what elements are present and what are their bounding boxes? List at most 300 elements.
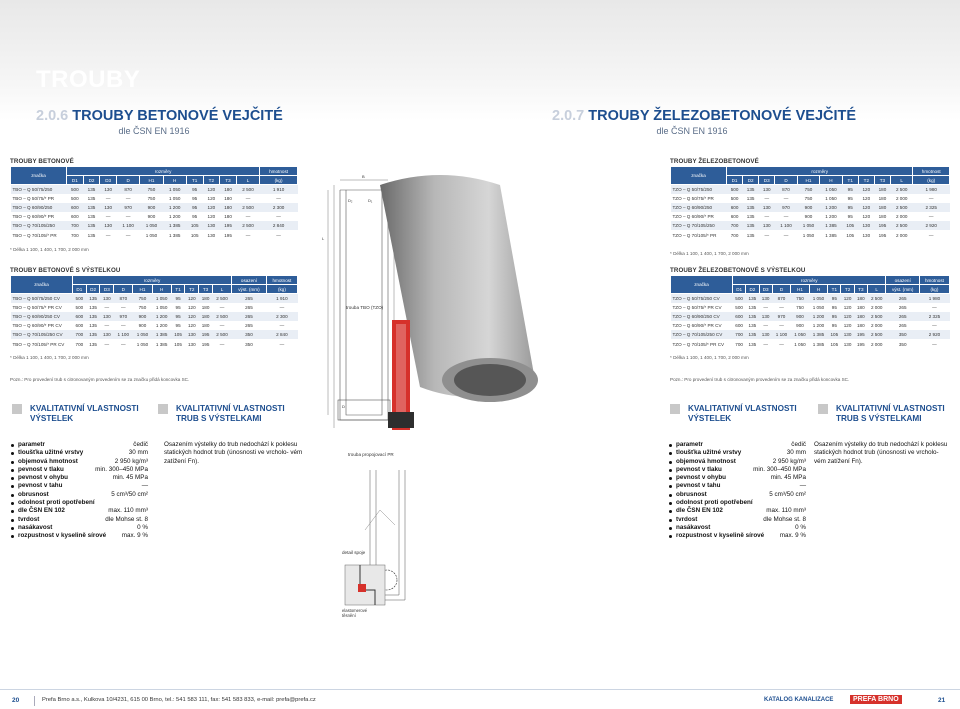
table-cell: — [759, 303, 772, 312]
th-hmotnost: hmotnost [266, 276, 297, 285]
property-name: dle ČSN EN 102 [676, 507, 723, 515]
table-tbo-cv [10, 275, 298, 349]
table-cell: 180 [874, 203, 890, 212]
table-cell: 135 [83, 185, 100, 194]
table-cell: 95 [842, 185, 858, 194]
th-col: D1 [727, 176, 743, 185]
table-cell: 1 385 [820, 221, 842, 230]
cell-znacka: TBO – Q 70/105/250 CV [11, 330, 73, 339]
property-value: dle Mohse st. 8 [763, 515, 806, 523]
property-name: dle ČSN EN 102 [18, 507, 65, 515]
cell-znacka: TBO – Q 60/90/250 CV [11, 312, 73, 321]
table-caption: TROUBY ŽELEZOBETONOVÉ S VÝSTELKOU [670, 267, 806, 274]
table-cell: 95 [186, 212, 203, 221]
property-name: parametr [18, 441, 45, 448]
pr-label: trouba propojovací PR [348, 452, 394, 457]
section-number: 2.0.6 [36, 108, 69, 124]
property-row [10, 466, 148, 474]
table-cell: 1 980 [919, 294, 949, 303]
table-cell: 500 [727, 185, 743, 194]
property-value: 5 cm³/50 cm² [769, 490, 806, 498]
table-cell: 2 920 [913, 221, 950, 230]
footer-company: Prefa Brno a.s., Kulkova 10/4231, 615 00 Brno, tel.: 541 583 111, fax: 541 583 833, e-mail: prefa@prefa.cz [42, 697, 316, 703]
table-cell: 2 000 [867, 321, 885, 330]
table-cell: 500 [67, 185, 84, 194]
th-col: T2 [185, 285, 199, 294]
table-cell: 900 [791, 321, 809, 330]
th-col: D3 [759, 176, 775, 185]
table-cell: 900 [797, 212, 819, 221]
table-cell: 2 500 [867, 330, 885, 339]
table-cell: 265 [232, 303, 267, 312]
table-cell: 350 [232, 330, 267, 339]
th-col: D [775, 176, 797, 185]
th-col: výst. (mm) [232, 285, 267, 294]
table-cell: 180 [199, 294, 213, 303]
table-cell: — [212, 321, 231, 330]
table-cell: 130 [841, 330, 854, 339]
table-row [11, 212, 298, 221]
table-cell: 95 [828, 303, 841, 312]
th-hmotnost: hmotnost [260, 167, 298, 176]
table-cell: 135 [743, 212, 759, 221]
property-row [10, 482, 148, 490]
property-row [668, 524, 806, 532]
table-cell: — [212, 303, 231, 312]
th-hmotnost: hmotnost [913, 167, 950, 176]
table-cell: 135 [746, 312, 759, 321]
table-cell: 2 500 [212, 330, 231, 339]
th-col: H [163, 176, 186, 185]
table-cell: 135 [743, 221, 759, 230]
quality-square [12, 404, 22, 414]
table-cell: 135 [83, 203, 100, 212]
table-cell: 1 050 [791, 339, 809, 348]
table-cell: 180 [854, 303, 867, 312]
table-cell: 195 [220, 221, 237, 230]
property-value: max. 9 % [779, 532, 806, 540]
table-cell: 135 [86, 330, 100, 339]
table-cell: 265 [232, 321, 267, 330]
th-col: T1 [828, 285, 841, 294]
cell-znacka: TBO – Q 60/90/250 [11, 203, 67, 212]
th-col: D [114, 285, 133, 294]
table-cell: 105 [186, 230, 203, 239]
table-cell: 120 [203, 194, 220, 203]
table-cell: 700 [733, 330, 746, 339]
tube-render [340, 155, 565, 430]
table-cell: 265 [886, 312, 919, 321]
th-col: T3 [854, 285, 867, 294]
table-cell: 2 000 [890, 194, 912, 203]
table-cell: — [114, 321, 133, 330]
table-cell: 1 385 [809, 330, 827, 339]
property-value: max. 9 % [121, 532, 148, 540]
property-name: nasákavost [18, 523, 53, 531]
table-cell: 970 [117, 203, 140, 212]
section-number: 2.0.7 [552, 108, 585, 124]
table-cell: 135 [86, 312, 100, 321]
table-cell: 120 [858, 212, 874, 221]
table-cell: 1 385 [820, 230, 842, 239]
table-cell: 700 [733, 339, 746, 348]
table-cell: 95 [186, 185, 203, 194]
table-cell: 135 [86, 294, 100, 303]
table-cell: 130 [203, 221, 220, 230]
th-osazeni: osazení [886, 276, 919, 285]
table-cell: 135 [83, 212, 100, 221]
table-cell: — [114, 339, 133, 348]
table-cell: 750 [133, 303, 152, 312]
table-cell: 135 [746, 321, 759, 330]
page-number-right: 21 [938, 697, 946, 704]
table-cell: 130 [759, 330, 772, 339]
table-cell: 1 050 [140, 230, 163, 239]
th-col: D [117, 176, 140, 185]
property-name: rozpustnost v kyselině sírové [18, 532, 107, 540]
table-cell: 2 840 [260, 221, 298, 230]
cell-znacka: TZO – Q 50/75/250 [671, 185, 727, 194]
table-cell: — [775, 194, 797, 203]
table-cell: 130 [759, 312, 772, 321]
table-cell: 130 [759, 203, 775, 212]
th-col: T3 [874, 176, 890, 185]
th-col: D2 [743, 176, 759, 185]
table-cell: 135 [746, 330, 759, 339]
cell-znacka: TZO – Q 70/105/250 [671, 221, 727, 230]
page-number-left: 20 [12, 697, 20, 704]
table-cell: 1 385 [163, 221, 186, 230]
table-cell: 500 [73, 294, 87, 303]
table-cell: 195 [854, 330, 867, 339]
table-cell: 900 [140, 203, 163, 212]
table-cell: 95 [171, 294, 185, 303]
th-col: H1 [791, 285, 809, 294]
table-cell: 2 000 [867, 339, 885, 348]
table-caption: TROUBY ŽELEZOBETONOVÉ [670, 158, 759, 165]
table-cell: 750 [791, 303, 809, 312]
table-cell: 2 500 [212, 312, 231, 321]
table-cell: 95 [171, 312, 185, 321]
table-cell: — [266, 339, 297, 348]
th-col: D2 [83, 176, 100, 185]
table-cell: — [114, 303, 133, 312]
table-cell: 120 [858, 185, 874, 194]
table-row [11, 194, 298, 203]
quality-text-right: Osazením výstelky do trub nedochází k poklesu statických hodnot trub (únosnosti ve vrcholo- vém zatížení Fn). [814, 441, 948, 465]
cell-znacka: TZO – Q 60/90/* PR [671, 212, 727, 221]
table-cell: — [772, 339, 790, 348]
table-cell: 1 385 [163, 230, 186, 239]
table-cell: 95 [171, 321, 185, 330]
th-rozmery: rozměry [727, 167, 913, 176]
cell-znacka: TBO – Q 50/75/* PR CV [11, 303, 73, 312]
property-name: objemová hmotnost [18, 457, 78, 465]
table-cell: 1 050 [163, 194, 186, 203]
cell-znacka: TZO – Q 60/90/250 [671, 203, 727, 212]
table-tzo-cv [670, 275, 950, 349]
table-cell: 870 [772, 294, 790, 303]
table-cell: 900 [140, 212, 163, 221]
cell-znacka: TBO – Q 60/90/* PR [11, 212, 67, 221]
table-cell: 750 [797, 194, 819, 203]
table-cell: 105 [171, 330, 185, 339]
table-cell: 1 100 [772, 330, 790, 339]
table-cell: 2 500 [236, 203, 259, 212]
table-cell: 120 [841, 321, 854, 330]
table-cell: 130 [100, 330, 114, 339]
property-row [668, 532, 806, 540]
property-row [668, 507, 806, 515]
th-rozmery: rozměry [733, 276, 886, 285]
th-col: T2 [858, 176, 874, 185]
table-cell: 265 [232, 294, 267, 303]
table-row [11, 185, 298, 194]
table-cell: — [759, 212, 775, 221]
table-row [11, 294, 298, 303]
th-col: D [772, 285, 790, 294]
table-cell: 1 910 [260, 185, 298, 194]
property-row [10, 507, 148, 515]
property-name: pevnost v ohybu [676, 474, 727, 482]
table-cell: 120 [185, 294, 199, 303]
table-cell: 1 050 [820, 185, 842, 194]
table-cell: — [117, 212, 140, 221]
table-cell: 1 200 [163, 212, 186, 221]
table-row [11, 321, 298, 330]
th-col: T2 [841, 285, 854, 294]
table-cell: 970 [775, 203, 797, 212]
table-cell: 95 [186, 203, 203, 212]
table-cell: 180 [854, 294, 867, 303]
table-cell: — [260, 212, 298, 221]
table-cell: — [913, 230, 950, 239]
property-row [668, 458, 806, 466]
table-cell: 95 [842, 194, 858, 203]
table-cell: 135 [83, 230, 100, 239]
property-value: čedič [133, 441, 148, 448]
table-cell: 130 [100, 203, 117, 212]
table-cell: 700 [73, 330, 87, 339]
table-cell: 1 050 [797, 230, 819, 239]
table-cell: — [212, 339, 231, 348]
table-cell: 195 [199, 339, 213, 348]
table-row [671, 303, 950, 312]
th-col: T3 [199, 285, 213, 294]
header-band [0, 0, 960, 120]
table-cell: 130 [858, 230, 874, 239]
cell-znacka: TZO – Q 50/75/* PR [671, 194, 727, 203]
table-cell: 120 [203, 185, 220, 194]
cell-znacka: TZO – Q 60/90/* PR CV [671, 321, 733, 330]
property-name: pevnost v tahu [676, 482, 721, 490]
table-cell: 130 [100, 294, 114, 303]
property-value: min. 45 MPa [770, 474, 806, 482]
th-col: T1 [186, 176, 203, 185]
section-title-left [36, 108, 283, 124]
th-rozmery: rozměry [67, 167, 260, 176]
table-cell: 2 500 [236, 185, 259, 194]
table-row [671, 294, 950, 303]
table-cell: 120 [185, 321, 199, 330]
table-cell: 2 500 [890, 203, 912, 212]
table-cell: 130 [185, 330, 199, 339]
table-cell: — [100, 212, 117, 221]
table-cell: 180 [199, 303, 213, 312]
cell-znacka: TBO – Q 60/90/* PR CV [11, 321, 73, 330]
table-tbo [10, 166, 298, 240]
property-name: odolnost proti opotřebení [676, 499, 753, 507]
table-cell: — [919, 303, 949, 312]
th-rozmery: rozměry [73, 276, 232, 285]
svg-text:B: B [362, 174, 365, 179]
table-cell: 1 050 [163, 185, 186, 194]
property-value: dle Mohse st. 8 [105, 515, 148, 523]
table-cell: 180 [199, 321, 213, 330]
table-cell: 135 [83, 194, 100, 203]
table-cell: 1 050 [809, 303, 827, 312]
property-name: pevnost v tahu [18, 482, 63, 490]
table-cell: 700 [727, 230, 743, 239]
table-tzo [670, 166, 950, 240]
table-cell: 130 [858, 221, 874, 230]
property-value: max. 110 mm³ [108, 507, 148, 515]
table-row [11, 221, 298, 230]
table-caption: TROUBY BETONOVÉ S VÝSTELKOU [10, 267, 121, 274]
note-left: Pozn.: Pro provedení trub s citronovaným provedením se za značku přidá koncovka SC. [10, 377, 190, 382]
table-cell: 95 [842, 203, 858, 212]
property-row [668, 449, 806, 457]
table-cell: 600 [733, 321, 746, 330]
table-cell: 2 500 [890, 185, 912, 194]
table-cell: 2 920 [919, 330, 949, 339]
table-row [671, 230, 950, 239]
property-row [10, 532, 148, 540]
th-col: L [236, 176, 259, 185]
table-cell: 900 [133, 321, 152, 330]
table-cell: 180 [220, 194, 237, 203]
th-col: výst. (mm) [886, 285, 919, 294]
property-name: nasákavost [676, 523, 711, 531]
table-cell: — [266, 321, 297, 330]
table-cell: 750 [797, 185, 819, 194]
table-row [671, 203, 950, 212]
table-cell: — [775, 212, 797, 221]
table-cell: 265 [232, 312, 267, 321]
table-row [671, 221, 950, 230]
section-title-text: TROUBY ŽELEZOBETONOVÉ VEJČITÉ [588, 108, 857, 124]
table-cell: — [117, 230, 140, 239]
table-cell: 105 [171, 339, 185, 348]
property-value: 30 mm [786, 449, 806, 457]
footer-catalog: KATALOG KANALIZACE [764, 697, 834, 703]
property-name: tloušťka užitné vrstvy [18, 449, 84, 457]
table-cell: 135 [743, 230, 759, 239]
table-cell: 130 [203, 230, 220, 239]
property-name: objemová hmotnost [676, 457, 736, 465]
property-row [668, 491, 806, 499]
table-cell: 135 [743, 194, 759, 203]
th-col: (kg) [919, 285, 949, 294]
th-col: D1 [733, 285, 746, 294]
table-cell: 195 [874, 221, 890, 230]
property-name: tloušťka užitné vrstvy [676, 449, 742, 457]
table-footnote: * Délka 1 100, 1 400, 1 700, 2 000 mm [670, 251, 749, 256]
section-title-right [552, 108, 856, 124]
th-hmotnost: hmotnost [919, 276, 949, 285]
table-cell: — [919, 321, 949, 330]
cell-znacka: TZO – Q 50/75/* PR CV [671, 303, 733, 312]
table-cell: 870 [775, 185, 797, 194]
cell-znacka: TZO – Q 50/75/250 CV [671, 294, 733, 303]
th-col: L [890, 176, 912, 185]
cell-znacka: TZO – Q 70/105/250 CV [671, 330, 733, 339]
property-name: parametr [676, 441, 703, 448]
property-value: min. 300–450 MPa [753, 465, 806, 473]
table-cell: — [772, 321, 790, 330]
table-row [11, 330, 298, 339]
table-cell: — [266, 303, 297, 312]
table-cell: — [913, 212, 950, 221]
table-cell: 1 050 [152, 294, 171, 303]
table-cell: 600 [67, 212, 84, 221]
table-cell: 600 [73, 312, 87, 321]
table-cell: — [759, 194, 775, 203]
table-cell: 600 [67, 203, 84, 212]
property-value: 30 mm [128, 449, 148, 457]
table-row [11, 312, 298, 321]
table-cell: 120 [841, 303, 854, 312]
page-title: TROUBY [36, 66, 141, 93]
th-col: T1 [171, 285, 185, 294]
property-name: rozpustnost v kyselině sírové [676, 532, 765, 540]
table-cell: 95 [842, 212, 858, 221]
table-cell: 2 500 [212, 294, 231, 303]
table-cell: 1 050 [809, 294, 827, 303]
th-znacka: značka [671, 276, 733, 294]
table-cell: 180 [854, 321, 867, 330]
table-cell: 700 [73, 339, 87, 348]
table-cell: 135 [86, 321, 100, 330]
table-cell: — [759, 230, 775, 239]
th-col: L [212, 285, 231, 294]
svg-text:D₂: D₂ [348, 198, 353, 203]
property-value: 5 cm³/50 cm² [111, 490, 148, 498]
property-value: čedič [791, 441, 806, 448]
table-cell: — [236, 194, 259, 203]
table-cell: 750 [140, 194, 163, 203]
table-cell: 2 000 [867, 303, 885, 312]
table-cell: 180 [220, 212, 237, 221]
section-title-text: TROUBY BETONOVÉ VEJČITÉ [72, 108, 283, 124]
th-col: H1 [133, 285, 152, 294]
th-znacka: značka [11, 167, 67, 185]
table-row [671, 330, 950, 339]
table-cell: 700 [67, 230, 84, 239]
th-col: D1 [67, 176, 84, 185]
table-cell: — [260, 194, 298, 203]
table-cell: 700 [727, 221, 743, 230]
property-row [668, 516, 806, 524]
cell-znacka: TBO – Q 50/75/250 [11, 185, 67, 194]
table-cell: 265 [886, 321, 919, 330]
table-cell: 120 [858, 203, 874, 212]
table-cell: 265 [886, 294, 919, 303]
table-cell: 1 200 [809, 321, 827, 330]
table-cell: — [100, 194, 117, 203]
property-row [668, 474, 806, 482]
th-col: (kg) [913, 176, 950, 185]
